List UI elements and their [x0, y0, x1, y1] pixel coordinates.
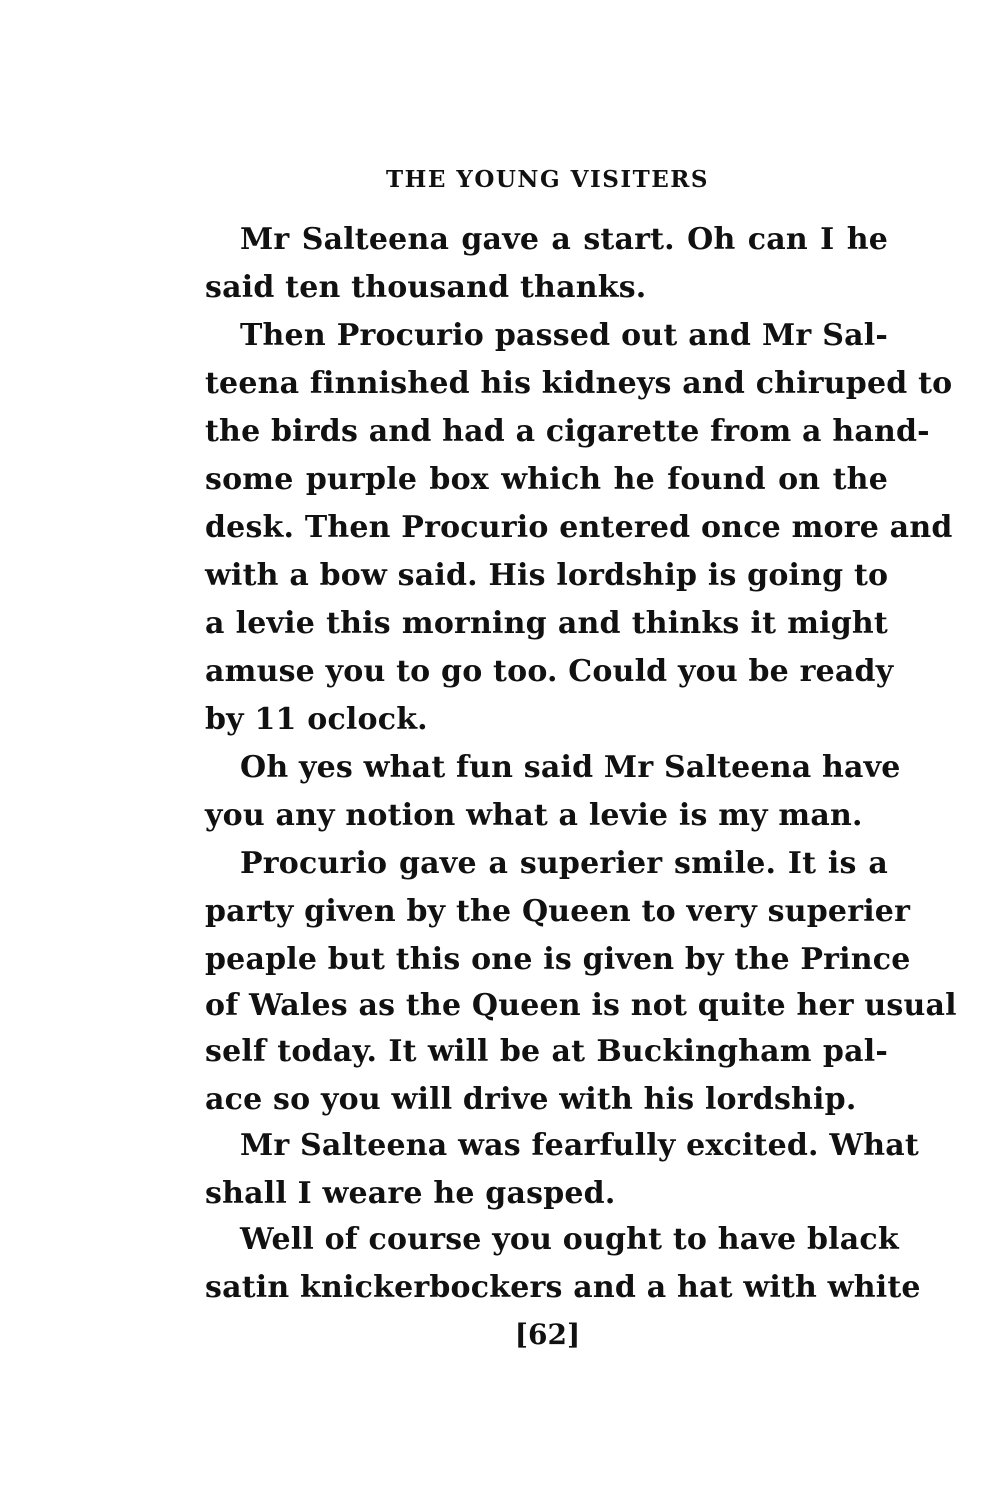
text-line: shall I weare he gasped.: [205, 1176, 616, 1211]
text-line: a levie this morning and thinks it might: [205, 606, 888, 641]
text-line: by 11 oclock.: [205, 702, 428, 737]
text-line: Well of course you ought to have black: [240, 1222, 899, 1257]
running-head: THE YOUNG VISITERS: [386, 166, 709, 193]
text-line: said ten thousand thanks.: [205, 270, 647, 305]
text-line: Procurio gave a superier smile. It is a: [240, 846, 888, 881]
page-number: [62]: [514, 1318, 581, 1351]
text-line: Mr Salteena gave a start. Oh can I he: [240, 222, 888, 257]
text-line: amuse you to go too. Could you be ready: [205, 654, 894, 689]
text-line: self today. It will be at Buckingham pal-: [205, 1034, 888, 1069]
text-line: ace so you will drive with his lordship.: [205, 1082, 857, 1117]
text-line: satin knickerbockers and a hat with white: [205, 1270, 921, 1305]
text-line: Oh yes what fun said Mr Salteena have: [240, 750, 901, 785]
text-line: the birds and had a cigarette from a hand-: [205, 414, 930, 449]
text-line: party given by the Queen to very superier: [205, 894, 911, 929]
text-line: with a bow said. His lordship is going to: [205, 558, 889, 593]
text-line: desk. Then Procurio entered once more and: [205, 510, 953, 545]
text-line: Mr Salteena was fearfully excited. What: [240, 1128, 919, 1163]
text-line: teena finnished his kidneys and chiruped to: [205, 366, 953, 401]
text-line: you any notion what a levie is my man.: [205, 798, 863, 833]
text-line: Then Procurio passed out and Mr Sal-: [240, 318, 888, 353]
text-line: peaple but this one is given by the Prince: [205, 942, 911, 977]
text-line: some purple box which he found on the: [205, 462, 888, 497]
text-line: of Wales as the Queen is not quite her usual: [205, 988, 957, 1023]
